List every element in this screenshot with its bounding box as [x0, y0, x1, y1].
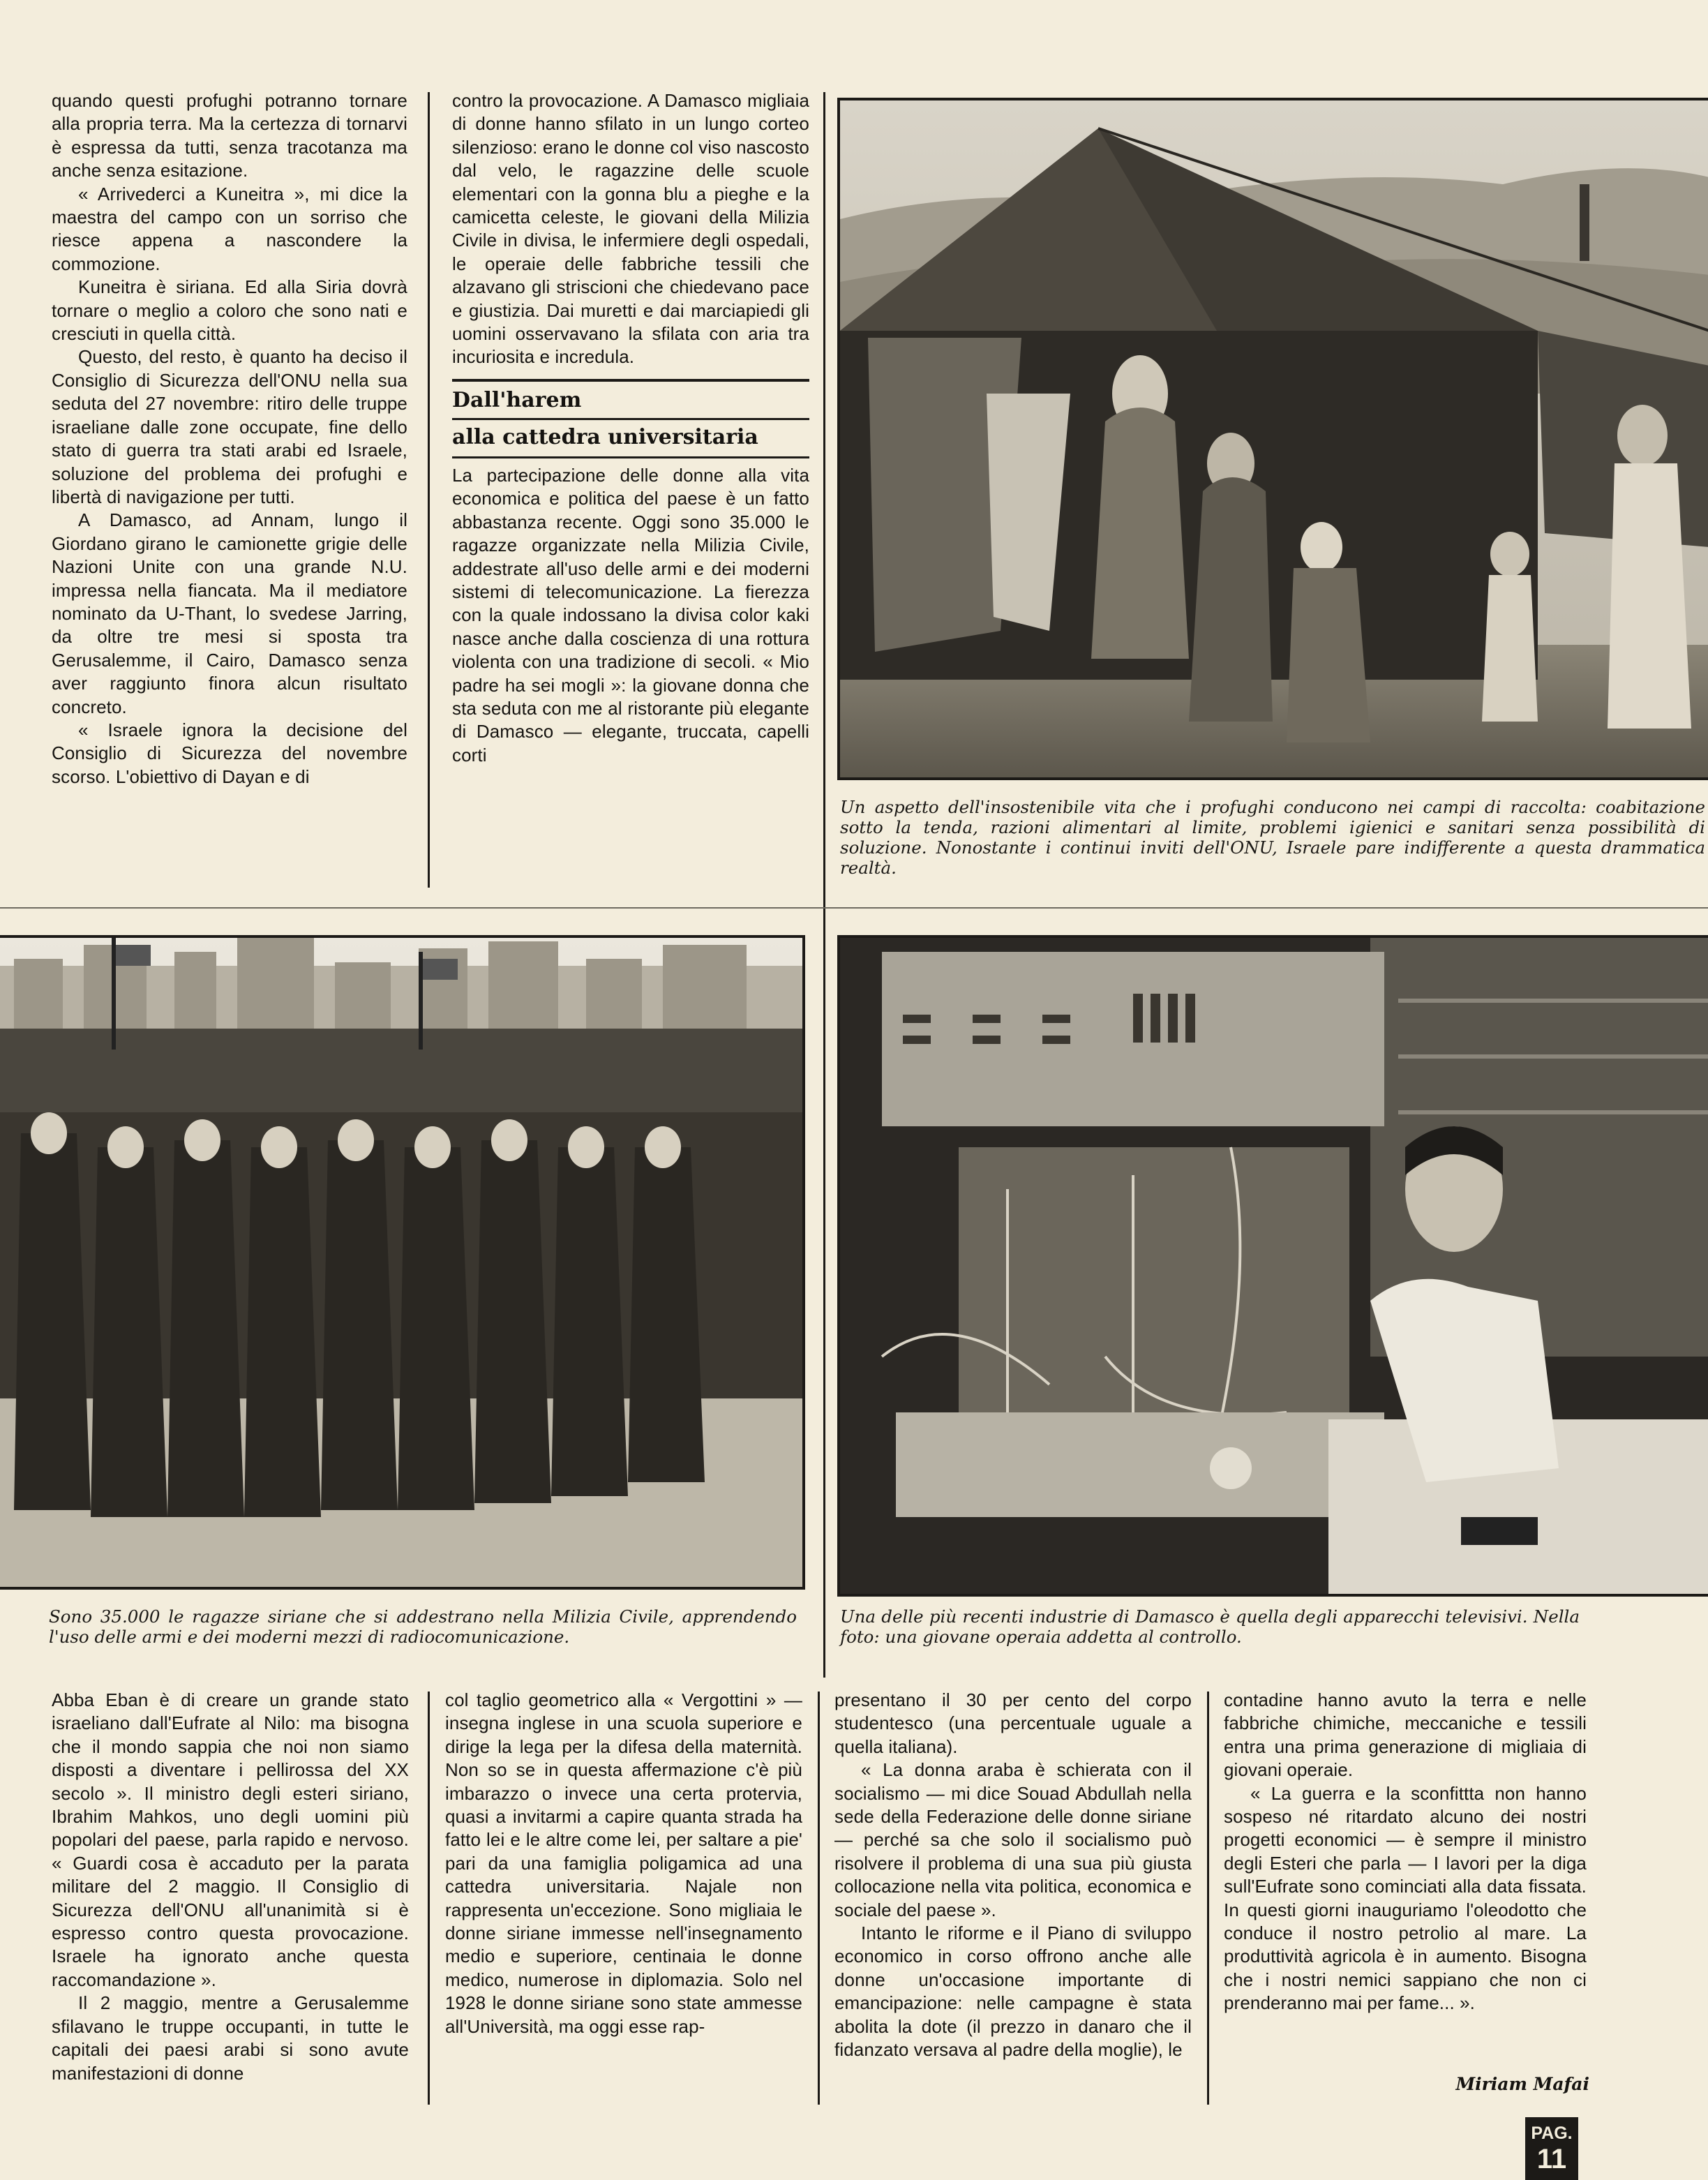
section-divider: [0, 907, 1708, 909]
paragraph: « La donna araba è schierata con il socialismo — mi dice Souad Abdullah nella sede della Federazione delle donne siriane — perché sa che solo il socialismo può risolvere il problema di una sua più giusta collocazione nella vita politica, economica e sociale del paese ».: [834, 1759, 1192, 1920]
page-number-box: [1525, 2117, 1578, 2180]
subheading-line-1: Dall'harem: [452, 387, 582, 412]
bottom-text-column-3: [834, 1689, 1192, 2062]
section-subheading: [452, 379, 809, 458]
paragraph: Questo, del resto, è quanto ha deciso il Consiglio di Sicurezza dell'ONU nella sua seduta del 27 novembre: ritiro delle truppe israeliane dalle zone occupate, fine dello stato di guerra tra stati arabi ed Israele, soluzione del problema dei profughi e libertà di navigazione per tutti.: [52, 346, 407, 507]
paragraph: Il 2 maggio, mentre a Gerusalemme sfilavano le truppe occupanti, in tutte le capitali dei paesi arabi si sono avute manifestazioni di donne: [52, 1992, 409, 2084]
tv-factory-photo: [837, 935, 1708, 1597]
column-divider: [1207, 1692, 1209, 2105]
militia-parade-photo: [0, 935, 805, 1590]
paragraph: col taglio geometrico alla « Vergottini » — insegna inglese in una scuola superiore e dirige la lega per la difesa della maternità. Non so se in questa affermazione c'è più imbarazzo o invece una certa protervia, quasi a invitarmi a capire quanta strada ha fatto lei e le altre come lei, per saltare a pie' pari da una famiglia poligamica ad una cattedra universitaria. Najale non rappresenta un'eccezione. Sono migliaia le donne siriane immesse nell'insegnamento medio e superiore, centinaia le donne medico, numerose in diplomazia. Solo nel 1928 le donne siriane sono state ammesse all'Università, ma oggi esse rap-: [445, 1689, 802, 2037]
bottom-text-column-2: [445, 1689, 802, 2038]
refugee-camp-caption: Un aspetto dell'insostenibile vita che i profughi conducono nei campi di raccolta: coabitazione sotto la tenda, razioni alimentari al limite, problemi igienici e sanitari senza possibilità di soluzione. Nonostante i continui inviti dell'ONU, Israele pare indifferente a questa drammatica realtà.: [840, 797, 1705, 878]
bottom-text-column-4: [1224, 1689, 1587, 2015]
paragraph: « La guerra e la sconfittta non hanno sospeso né ritardato alcuno dei nostri progetti economici — è sempre il ministro degli Esteri che parla — I lavori per la diga sull'Eufrate sono cominciati alla data fissata. In questi giorni inauguriamo l'oleodotto che conduce il nostro petrolio al mare. La produttività agricola è in aumento. Bisogna che i nostri nemici sappiano che non ci prenderanno mai per fame... ».: [1224, 1782, 1587, 2014]
tv-factory-caption: Una delle più recenti industrie di Damasco è quella degli apparecchi televisivi. Nella foto: una giovane operaia addetta al controllo.: [840, 1606, 1580, 1647]
paragraph: A Damasco, ad Annam, lungo il Giordano girano le camionette grigie delle Nazioni Unite con una grande N.U. impressa nella fiancata. Ma il mediatore nominato da U-Thant, lo svedese Jarring, da oltre tre mesi si sposta tra Gerusalemme, il Cairo, Damasco senza aver raggiunto finora alcun risultato concreto.: [52, 509, 407, 717]
top-text-column-2: [452, 89, 809, 767]
author-signature: Miriam Mafai: [1455, 2074, 1589, 2094]
top-text-column-1: [52, 89, 407, 789]
paragraph: contro la provocazione. A Damasco migliaia di donne hanno sfilato in un lungo corteo silenzioso: erano le donne col viso nascosto dal velo, le ragazzine delle scuole elementari con la gonna blu a pieghe e la camicetta celeste, le giovani della Milizia Civile in divisa, le infermiere degli ospedali, le operaie delle fabbriche tessili che alzavano gli striscioni che chiedevano pace e giustizia. Dai muretti e dai marciapiedi gli uomini osservavano la sfilata con aria tra incuriosita e incredula.: [452, 90, 809, 368]
paragraph: presentano il 30 per cento del corpo studentesco (una percentuale uguale a quella italiana).: [834, 1689, 1192, 1757]
paragraph: « Israele ignora la decisione del Consiglio di Sicurezza del novembre scorso. L'obiettivo di Dayan e di: [52, 719, 407, 787]
paragraph: Intanto le riforme e il Piano di sviluppo economico in corso offrono anche alle donne un'occasione importante di emancipazione: nelle campagne è stata abolita la dote (il prezzo in danaro che il fidanzato versava al padre della moglie), le: [834, 1923, 1192, 2061]
paragraph: La partecipazione delle donne alla vita economica e politica del paese è un fatto abbastanza recente. Oggi sono 35.000 le ragazze organizzate nella Milizia Civile, addestrate all'uso delle armi e dei moderni sistemi di telecomunicazione. La fierezza con la quale indossano la divisa color kaki nasce anche dalla coscienza di una rottura violenta con una tradizione di secoli. « Mio padre ha sei mogli »: la giovane donna che sta seduta con me al ristorante più elegante di Damasco — elegante, truccata, capelli corti: [452, 464, 809, 766]
column-divider: [428, 92, 430, 888]
paragraph: quando questi profughi potranno tornare alla propria terra. Ma la certezza di tornarvi è espressa da tutti, senza tracotanza ma anche senza esitazione.: [52, 90, 407, 181]
militia-parade-caption: Sono 35.000 le ragazze siriane che si addestrano nella Milizia Civile, apprendendo l'uso delle armi e dei moderni mezzi di radiocomunicazione.: [49, 1606, 797, 1647]
paragraph: Kuneitra è siriana. Ed alla Siria dovrà tornare o meglio a coloro che sono nati e cresciuti in quella città.: [52, 276, 407, 345]
column-divider: [428, 1692, 430, 2105]
paragraph: Abba Eban è di creare un grande stato israeliano dall'Eufrate al Nilo: ma bisogna che il mondo sappia che noi non siamo disposti a diventare i pellirossa del XX secolo ». Il ministro degli esteri siriano, Ibrahim Mahkos, uno degli uomini più popolari del paese, parla rapido e nervoso. « Guardi cosa è accaduto per la parata militare del 2 maggio. Il Consiglio di Sicurezza dell'ONU all'unanimità si è espresso contro questa provocazione. Israele ha ignorato anche questa raccomandazione ».: [52, 1689, 409, 1990]
column-divider: [818, 1692, 820, 2105]
subheading-line-2: alla cattedra universitaria: [452, 418, 809, 452]
column-divider: [823, 92, 825, 1678]
paragraph: contadine hanno avuto la terra e nelle fabbriche chimiche, meccaniche e tessili entra una prima generazione di migliaia di giovani operaie.: [1224, 1689, 1587, 1781]
page-number: 11: [1536, 2144, 1567, 2174]
bottom-text-column-1: [52, 1689, 409, 2085]
page-label: PAG.: [1531, 2123, 1573, 2143]
refugee-camp-photo: [837, 98, 1708, 780]
refugee-camp-illustration: [840, 100, 1708, 777]
militia-parade-illustration: [0, 938, 802, 1587]
tv-factory-illustration: [840, 938, 1708, 1594]
paragraph: « Arrivederci a Kuneitra », mi dice la maestra del campo con un sorriso che riesce appena a nascondere la commozione.: [52, 183, 407, 274]
